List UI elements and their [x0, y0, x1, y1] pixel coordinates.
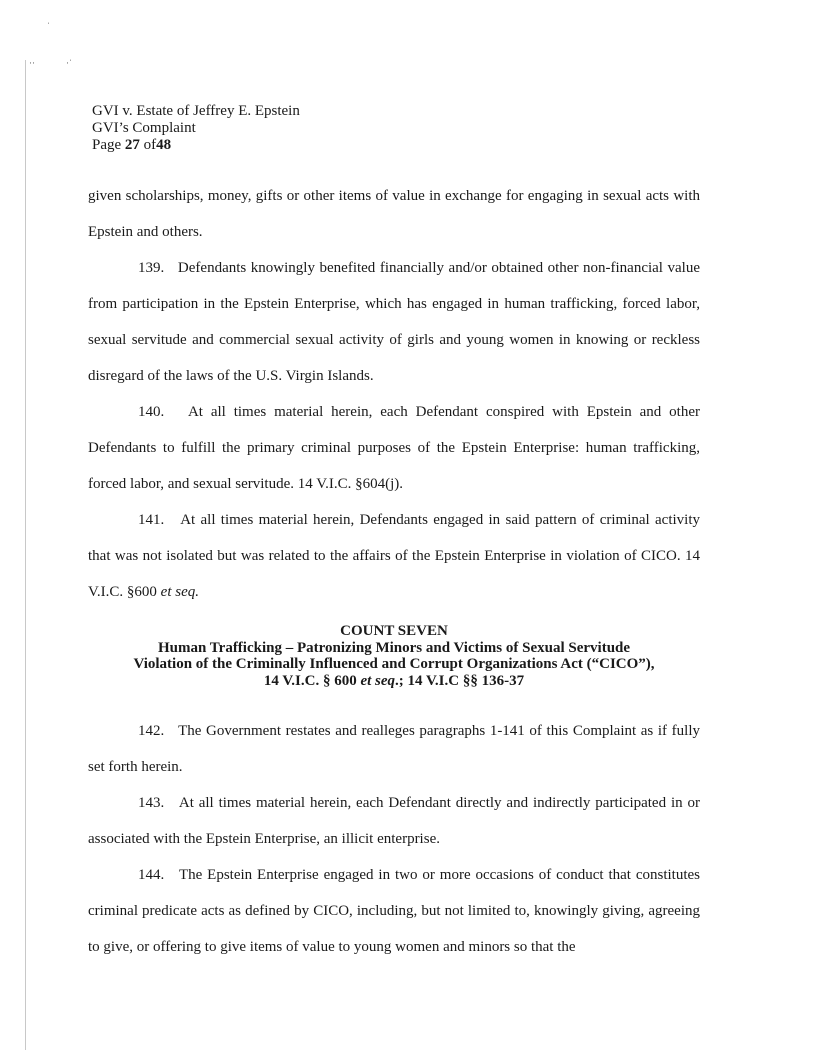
page-total: 48 — [156, 137, 172, 153]
document-title: GVI’s Complaint — [92, 120, 196, 136]
scan-margin-line — [25, 60, 26, 1050]
paragraph-text: At all times material herein, Defendants engaged in said pattern of criminal activity that was not isolated but was related to the affairs of the Epstein Enterprise in violation of CICO. 14 V.I.C. §600 — [88, 512, 700, 600]
paragraph-140 — [88, 394, 700, 502]
paragraph-number: 142. — [138, 723, 165, 739]
paragraph-number: 139. — [138, 260, 165, 276]
count-subtitle-line-3: 14 V.I.C. § 600 et seq.; 14 V.I.C §§ 136-37 — [263, 672, 525, 689]
paragraph-text: At all times material herein, each Defendant directly and indirectly participated in or associated with the Epstein Enterprise, an illicit enterprise. — [88, 795, 700, 847]
paragraph-text: The Government restates and realleges paragraphs 1-141 of this Complaint as if fully set forth herein. — [88, 723, 700, 775]
paragraph-number: 144. — [138, 867, 165, 883]
page-header — [92, 103, 300, 154]
page-number: 27 — [124, 137, 140, 153]
paragraph-continuation: given scholarships, money, gifts or other items of value in exchange for engaging in sexual acts with Epstein and others. — [88, 188, 700, 240]
case-caption: GVI v. Estate of Jeffrey E. Epstein — [92, 103, 300, 119]
scan-speck: ˌ — [47, 14, 50, 24]
paragraph-text: At all times material herein, each Defendant conspired with Epstein and other Defendants to fulfill the primary criminal purposes of the Epstein Enterprise: human trafficking, forced labor, and sexual servitude. 14 V.I.C. §604(j). — [88, 404, 700, 492]
body-text-upper — [88, 178, 700, 610]
count-title: COUNT SEVEN — [340, 623, 448, 639]
paragraph-143 — [88, 785, 700, 857]
paragraph-number: 140. — [138, 404, 165, 420]
paragraph-141 — [88, 502, 700, 610]
italic-citation: et seq. — [160, 584, 199, 600]
count-subtitle-line-2: Violation of the Criminally Influenced and Corrupt Organizations Act (“CICO”), — [133, 656, 655, 672]
paragraph-text: The Epstein Enterprise engaged in two or more occasions of conduct that constitutes criminal predicate acts as defined by CICO, including, but not limited to, knowingly giving, agreeing to give, or offering to give items of value to young women and minors so that the — [88, 867, 701, 955]
page-indicator: Page 27 of48 — [92, 137, 172, 153]
count-heading — [88, 623, 700, 689]
paragraph-142 — [88, 713, 700, 785]
paragraph-144 — [88, 857, 700, 965]
paragraph-number: 143. — [138, 795, 165, 811]
paragraph-number: 141. — [138, 512, 165, 528]
paragraph-text: Defendants knowingly benefited financially and/or obtained other non-financial value from participation in the Epstein Enterprise, which has engaged in human trafficking, forced labor, sexual servitude and commercial sexual activity of girls and young women in knowing or reckless disregard of the laws of the U.S. Virgin Islands. — [88, 260, 701, 384]
scan-speck: ·· — [29, 58, 35, 68]
count-subtitle-line-1: Human Trafficking – Patronizing Minors and Victims of Sexual Servitude — [157, 639, 631, 656]
paragraph-139 — [88, 250, 700, 394]
body-text-lower — [88, 713, 700, 965]
scan-speck: ·ˈ — [66, 58, 72, 68]
